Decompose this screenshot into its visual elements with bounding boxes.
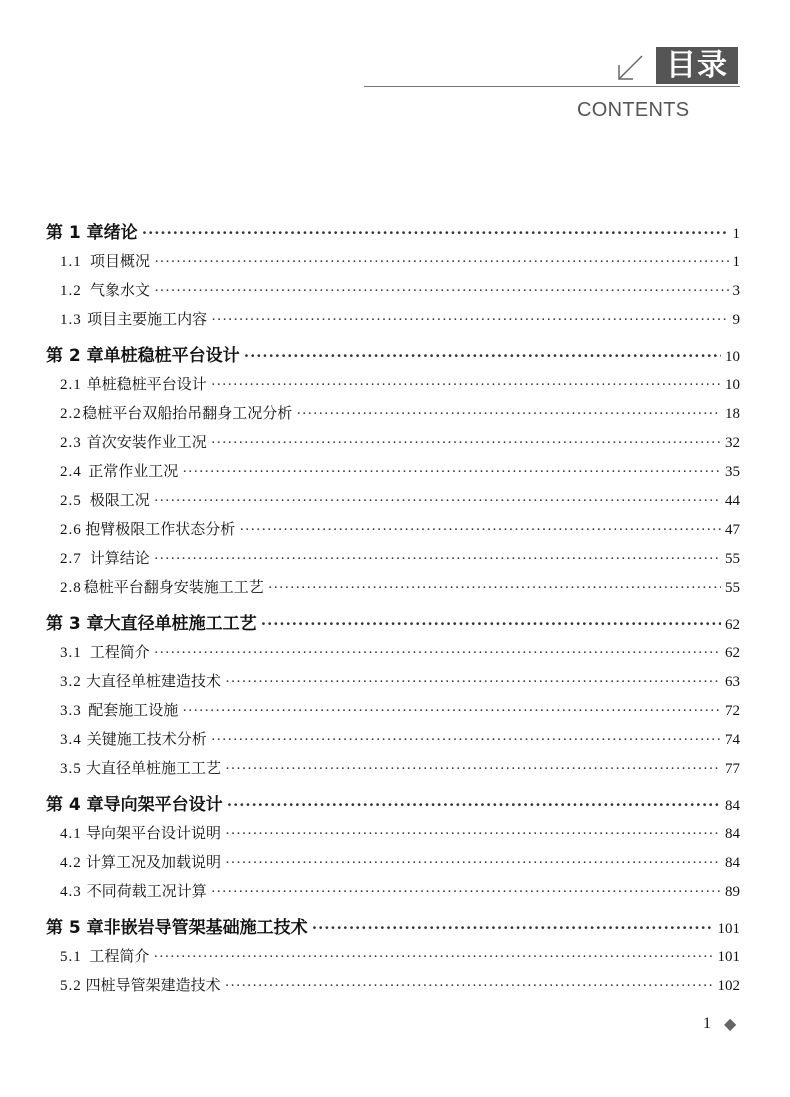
section-title: 导向架平台设计说明 bbox=[85, 824, 221, 842]
dot-leader bbox=[225, 674, 721, 691]
section-number: 3.2 bbox=[60, 674, 82, 690]
section-title: 项目概况 bbox=[90, 252, 151, 270]
section-number: 1.1 bbox=[60, 254, 82, 270]
dot-leader bbox=[153, 949, 713, 966]
section-number: 2.8 bbox=[60, 580, 82, 596]
section-title: 不同荷载工况计算 bbox=[86, 882, 207, 900]
page-number: 1 bbox=[703, 1015, 711, 1032]
dot-leader bbox=[211, 884, 721, 901]
chapter-number: 第 2 章 bbox=[46, 346, 104, 366]
chapter-number: 第 5 章 bbox=[46, 918, 104, 938]
section-number: 2.7 bbox=[60, 551, 82, 567]
section-title: 气象水文 bbox=[90, 281, 151, 299]
section-number: 1.3 bbox=[60, 312, 82, 328]
section-number: 2.1 bbox=[60, 377, 82, 393]
section-title: 首次安装作业工况 bbox=[86, 433, 207, 451]
dot-leader bbox=[225, 978, 714, 995]
toc-section-row[interactable] bbox=[60, 670, 740, 692]
dot-leader bbox=[225, 761, 721, 778]
dot-leader bbox=[154, 551, 721, 568]
section-number: 4.3 bbox=[60, 884, 82, 900]
toc-section-row[interactable] bbox=[60, 699, 740, 721]
toc-section-row[interactable] bbox=[60, 308, 740, 330]
toc-section-row[interactable] bbox=[60, 460, 740, 482]
page-ref: 102 bbox=[717, 978, 740, 994]
dot-leader bbox=[211, 435, 721, 452]
toc-section-row[interactable] bbox=[60, 431, 740, 453]
dot-leader bbox=[227, 795, 721, 815]
page-ref: 89 bbox=[725, 884, 740, 900]
section-number: 1.2 bbox=[60, 283, 82, 299]
chapter-title: 绪论 bbox=[103, 223, 138, 243]
page-ref: 84 bbox=[725, 798, 740, 814]
section-number: 2.6 bbox=[60, 522, 82, 538]
page-ref: 47 bbox=[725, 522, 740, 538]
page-ref: 10 bbox=[725, 349, 740, 365]
toc-section-row[interactable] bbox=[60, 641, 740, 663]
page-ref: 77 bbox=[725, 761, 740, 777]
page-ref: 35 bbox=[725, 464, 740, 480]
section-number: 2.2 bbox=[60, 406, 82, 422]
chapter-number: 第 1 章 bbox=[46, 223, 104, 243]
page-title: 目录 bbox=[656, 47, 738, 84]
page-ref: 44 bbox=[725, 493, 740, 509]
dot-leader bbox=[225, 826, 721, 843]
toc-section-row[interactable] bbox=[60, 851, 740, 873]
page-ref: 1 bbox=[732, 254, 740, 270]
section-number: 5.1 bbox=[60, 949, 82, 965]
chapter-title: 导向架平台设计 bbox=[103, 795, 223, 815]
toc-section-row[interactable] bbox=[60, 945, 740, 967]
dot-leader bbox=[211, 377, 721, 394]
section-number: 4.1 bbox=[60, 826, 82, 842]
dot-leader bbox=[211, 312, 728, 329]
dot-leader bbox=[244, 346, 721, 366]
toc-section-row[interactable] bbox=[60, 250, 740, 272]
dot-leader bbox=[239, 522, 721, 539]
toc-section-row[interactable] bbox=[60, 373, 740, 395]
section-number: 3.1 bbox=[60, 645, 82, 661]
dot-leader bbox=[154, 254, 728, 271]
chapter-number: 第 4 章 bbox=[46, 795, 104, 815]
page-ref: 55 bbox=[725, 580, 740, 596]
toc-chapter-row[interactable] bbox=[46, 341, 740, 366]
section-title: 大直径单桩施工工艺 bbox=[85, 759, 221, 777]
toc-section-row[interactable] bbox=[60, 279, 740, 301]
toc-chapter-row[interactable] bbox=[46, 790, 740, 815]
page-ref: 84 bbox=[725, 855, 740, 871]
section-title: 关键施工技术分析 bbox=[86, 730, 207, 748]
chapter-number: 第 3 章 bbox=[46, 614, 104, 634]
dot-leader bbox=[154, 645, 721, 662]
toc-section-row[interactable] bbox=[60, 518, 740, 540]
section-title: 工程简介 bbox=[89, 643, 150, 661]
section-title: 大直径单桩建造技术 bbox=[85, 672, 221, 690]
toc-section-row[interactable] bbox=[60, 576, 740, 598]
section-title: 抱臂极限工作状态分析 bbox=[85, 520, 236, 538]
page-ref: 101 bbox=[717, 949, 740, 965]
toc-section-row[interactable] bbox=[60, 974, 740, 996]
toc-section-row[interactable] bbox=[60, 402, 740, 424]
page-ref: 74 bbox=[725, 732, 740, 748]
page-ref: 84 bbox=[725, 826, 740, 842]
page-ref: 9 bbox=[732, 312, 740, 328]
dot-leader bbox=[142, 223, 729, 243]
section-title: 单桩稳桩平台设计 bbox=[86, 375, 207, 393]
section-number: 2.3 bbox=[60, 435, 82, 451]
dot-leader bbox=[261, 614, 721, 634]
section-title: 工程简介 bbox=[89, 947, 150, 965]
section-number: 2.4 bbox=[60, 464, 82, 480]
section-title: 项目主要施工内容 bbox=[87, 310, 208, 328]
dot-leader bbox=[154, 493, 721, 510]
page-ref: 3 bbox=[732, 283, 740, 299]
page-ref: 55 bbox=[725, 551, 740, 567]
dot-leader bbox=[154, 283, 728, 300]
toc-section-row[interactable] bbox=[60, 880, 740, 902]
toc-section-row[interactable] bbox=[60, 728, 740, 750]
page-ref: 72 bbox=[725, 703, 740, 719]
page-ref: 32 bbox=[725, 435, 740, 451]
section-number: 3.4 bbox=[60, 732, 82, 748]
dot-leader bbox=[182, 703, 721, 720]
page-ref: 10 bbox=[725, 377, 740, 393]
dot-leader bbox=[268, 580, 721, 597]
chapter-title: 大直径单桩施工工艺 bbox=[103, 614, 257, 634]
section-title: 稳桩平台双船抬吊翻身工况分析 bbox=[82, 404, 293, 422]
diamond-icon: ◆ bbox=[724, 1014, 737, 1033]
page-ref: 62 bbox=[725, 645, 740, 661]
dot-leader bbox=[312, 918, 714, 938]
toc-chapter-row[interactable] bbox=[46, 609, 740, 634]
section-number: 2.5 bbox=[60, 493, 82, 509]
dot-leader bbox=[211, 732, 721, 749]
section-title: 配套施工设施 bbox=[88, 701, 179, 719]
toc-chapter-row[interactable] bbox=[46, 913, 740, 938]
chapter-title: 单桩稳桩平台设计 bbox=[103, 346, 240, 366]
section-title: 稳桩平台翻身安装施工工艺 bbox=[83, 578, 264, 596]
toc-section-row[interactable] bbox=[60, 489, 740, 511]
dot-leader bbox=[296, 406, 721, 423]
section-number: 3.3 bbox=[60, 703, 82, 719]
toc-chapter-row[interactable] bbox=[46, 218, 740, 243]
dot-leader bbox=[182, 464, 721, 481]
page-ref: 101 bbox=[717, 921, 740, 937]
section-title: 四桩导管架建造技术 bbox=[85, 976, 221, 994]
section-number: 3.5 bbox=[60, 761, 82, 777]
section-title: 极限工况 bbox=[89, 491, 150, 509]
page-ref: 62 bbox=[725, 617, 740, 633]
page-subtitle: CONTENTS bbox=[577, 99, 690, 121]
toc-section-row[interactable] bbox=[60, 757, 740, 779]
section-number: 4.2 bbox=[60, 855, 82, 871]
section-title: 计算工况及加载说明 bbox=[85, 853, 221, 871]
page-ref: 63 bbox=[725, 674, 740, 690]
section-title: 计算结论 bbox=[89, 549, 150, 567]
chapter-title: 非嵌岩导管架基础施工技术 bbox=[103, 918, 308, 938]
page-ref: 18 bbox=[725, 406, 740, 422]
toc-section-row[interactable] bbox=[60, 547, 740, 569]
toc-section-row[interactable] bbox=[60, 822, 740, 844]
dot-leader bbox=[225, 855, 721, 872]
page-ref: 1 bbox=[732, 226, 740, 242]
section-title: 正常作业工况 bbox=[88, 462, 179, 480]
section-number: 5.2 bbox=[60, 978, 82, 994]
